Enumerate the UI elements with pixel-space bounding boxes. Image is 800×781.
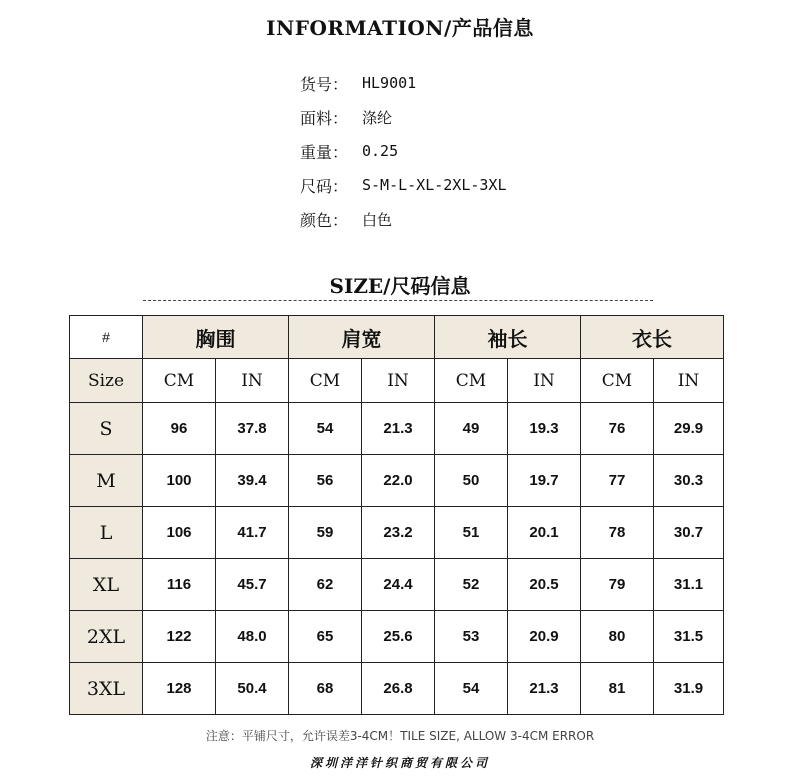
table-cell: 31.5 bbox=[654, 611, 724, 663]
table-cell: 54 bbox=[435, 663, 508, 715]
row-size-label: 3XL bbox=[70, 663, 143, 715]
info-value: 涤纶 bbox=[362, 108, 393, 127]
table-cell: 53 bbox=[435, 611, 508, 663]
unit-header-row bbox=[70, 359, 724, 403]
info-label: 货号： bbox=[300, 74, 349, 94]
info-value: S-M-L-XL-2XL-3XL bbox=[362, 176, 507, 194]
table-cell: 26.8 bbox=[362, 663, 435, 715]
table-cell: 30.3 bbox=[654, 455, 724, 507]
table-cell: 19.3 bbox=[508, 403, 581, 455]
table-row bbox=[70, 559, 724, 611]
info-label: 颜色： bbox=[300, 210, 349, 230]
table-cell: 81 bbox=[581, 663, 654, 715]
table-cell: 31.1 bbox=[654, 559, 724, 611]
table-cell: 79 bbox=[581, 559, 654, 611]
table-cell: 100 bbox=[143, 455, 216, 507]
table-cell: 25.6 bbox=[362, 611, 435, 663]
table-cell: 128 bbox=[143, 663, 216, 715]
unit-cell: CM bbox=[435, 359, 508, 403]
table-cell: 76 bbox=[581, 403, 654, 455]
table-cell: 22.0 bbox=[362, 455, 435, 507]
table-cell: 52 bbox=[435, 559, 508, 611]
row-size-label: 2XL bbox=[70, 611, 143, 663]
table-cell: 21.3 bbox=[362, 403, 435, 455]
unit-cell: IN bbox=[508, 359, 581, 403]
group-header-chest: 胸围 bbox=[143, 316, 289, 359]
table-row bbox=[70, 403, 724, 455]
unit-cell: CM bbox=[143, 359, 216, 403]
info-row-sizes bbox=[300, 168, 507, 202]
table-cell: 21.3 bbox=[508, 663, 581, 715]
table-cell: 96 bbox=[143, 403, 216, 455]
group-header-length: 衣长 bbox=[581, 316, 724, 359]
size-header-cell: Size bbox=[70, 359, 143, 403]
table-row bbox=[70, 507, 724, 559]
table-cell: 49 bbox=[435, 403, 508, 455]
table-cell: 116 bbox=[143, 559, 216, 611]
table-cell: 20.9 bbox=[508, 611, 581, 663]
unit-cell: CM bbox=[581, 359, 654, 403]
table-cell: 39.4 bbox=[216, 455, 289, 507]
table-cell: 50.4 bbox=[216, 663, 289, 715]
table-cell: 41.7 bbox=[216, 507, 289, 559]
table-cell: 62 bbox=[289, 559, 362, 611]
table-cell: 122 bbox=[143, 611, 216, 663]
dotted-divider bbox=[143, 300, 653, 301]
table-cell: 56 bbox=[289, 455, 362, 507]
page-title: INFORMATION/产品信息 bbox=[266, 16, 534, 40]
product-info bbox=[300, 66, 507, 236]
table-cell: 78 bbox=[581, 507, 654, 559]
table-row bbox=[70, 611, 724, 663]
company-name: 深圳洋洋针织商贸有限公司 bbox=[309, 756, 490, 770]
table-cell: 65 bbox=[289, 611, 362, 663]
table-cell: 59 bbox=[289, 507, 362, 559]
unit-cell: IN bbox=[362, 359, 435, 403]
table-cell: 23.2 bbox=[362, 507, 435, 559]
table-cell: 54 bbox=[289, 403, 362, 455]
table-cell: 77 bbox=[581, 455, 654, 507]
info-label: 面料： bbox=[300, 108, 349, 128]
info-value: HL9001 bbox=[362, 74, 417, 92]
table-cell: 24.4 bbox=[362, 559, 435, 611]
table-cell: 45.7 bbox=[216, 559, 289, 611]
unit-cell: IN bbox=[654, 359, 724, 403]
info-row-fabric bbox=[300, 100, 507, 134]
info-label: 尺码： bbox=[300, 176, 349, 196]
table-cell: 30.7 bbox=[654, 507, 724, 559]
info-row-weight bbox=[300, 134, 507, 168]
info-row-item-no bbox=[300, 66, 507, 100]
table-cell: 48.0 bbox=[216, 611, 289, 663]
row-size-label: XL bbox=[70, 559, 143, 611]
info-value: 白色 bbox=[362, 210, 393, 229]
table-cell: 20.5 bbox=[508, 559, 581, 611]
unit-cell: CM bbox=[289, 359, 362, 403]
table-cell: 19.7 bbox=[508, 455, 581, 507]
table-row bbox=[70, 663, 724, 715]
group-header-shoulder: 肩宽 bbox=[289, 316, 435, 359]
info-value: 0.25 bbox=[362, 142, 399, 160]
table-cell: 20.1 bbox=[508, 507, 581, 559]
table-cell: 37.8 bbox=[216, 403, 289, 455]
table-cell: 51 bbox=[435, 507, 508, 559]
table-cell: 68 bbox=[289, 663, 362, 715]
row-size-label: S bbox=[70, 403, 143, 455]
table-cell: 50 bbox=[435, 455, 508, 507]
info-label: 重量： bbox=[300, 142, 349, 162]
group-header-row bbox=[70, 316, 724, 359]
corner-cell: # bbox=[70, 316, 143, 359]
table-cell: 31.9 bbox=[654, 663, 724, 715]
info-row-color bbox=[300, 202, 507, 236]
size-section-title: SIZE/尺码信息 bbox=[329, 274, 471, 298]
row-size-label: L bbox=[70, 507, 143, 559]
table-cell: 80 bbox=[581, 611, 654, 663]
unit-cell: IN bbox=[216, 359, 289, 403]
table-cell: 29.9 bbox=[654, 403, 724, 455]
measurement-note: 注意：平铺尺寸，允许误差3-4CM！TILE SIZE, ALLOW 3-4CM ERROR bbox=[205, 729, 595, 743]
group-header-sleeve: 袖长 bbox=[435, 316, 581, 359]
table-row bbox=[70, 455, 724, 507]
row-size-label: M bbox=[70, 455, 143, 507]
table-cell: 106 bbox=[143, 507, 216, 559]
size-table bbox=[69, 315, 724, 715]
